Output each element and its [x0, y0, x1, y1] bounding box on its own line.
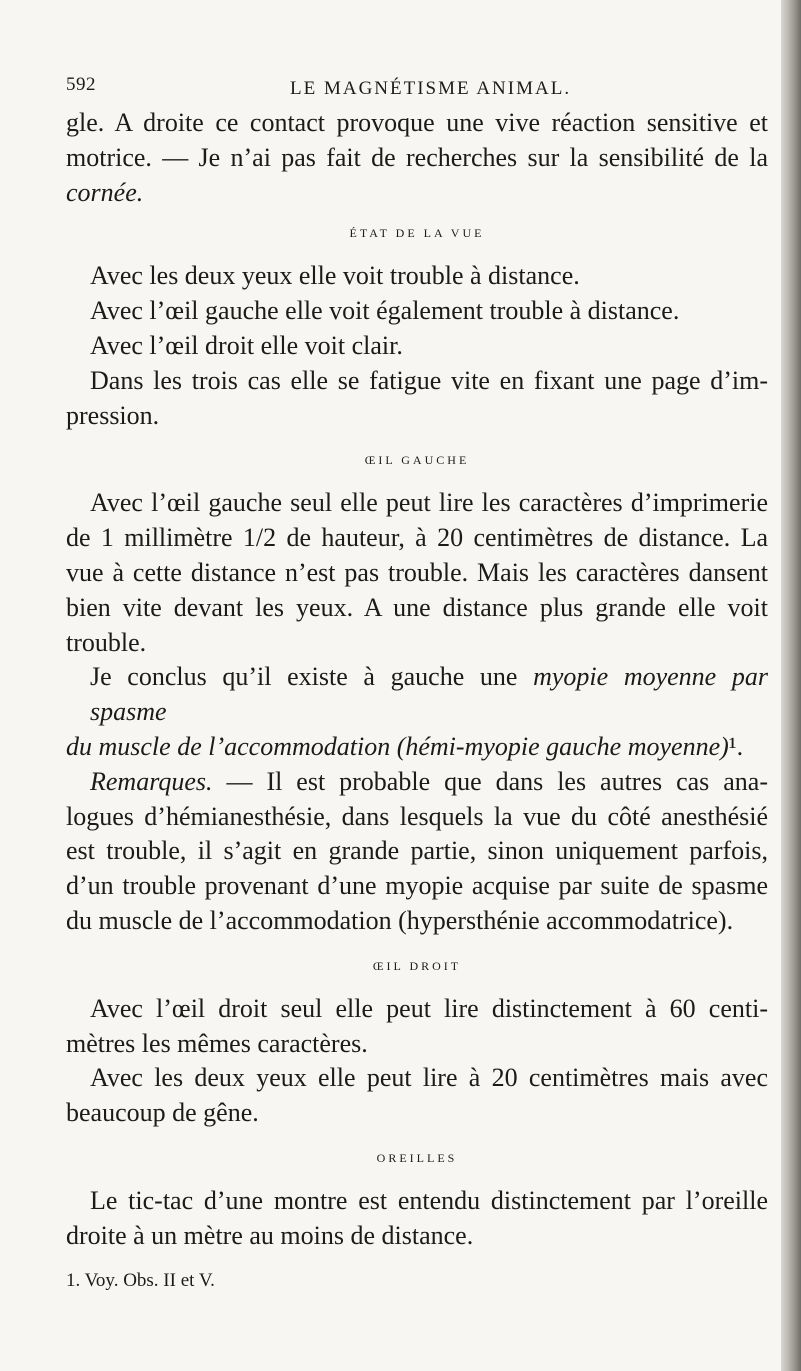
section-heading-oreilles: OREILLES [376, 1150, 458, 1165]
page-edge-shadow [781, 0, 801, 1371]
text-column [66, 70, 768, 1294]
text-line: est trouble, il s’agit en grande partie, sinon uniquement parfois, [66, 836, 768, 866]
italic-segment: du muscle de l’accommodation (hémi-myopie gauche moyenne) [66, 731, 729, 761]
text-line: trouble. [66, 627, 147, 657]
italic-segment: Remarques. [90, 766, 213, 796]
text-line: du muscle de l’accommodation (hypersthénie accommodatrice). [66, 905, 734, 935]
section-heading-oeil-droit: ŒIL DROIT [372, 958, 462, 973]
footnote-marker: ¹. [728, 731, 744, 761]
text-line: Avec les deux yeux elle voit trouble à distance. [90, 261, 580, 291]
text-line: bien vite devant les yeux. A une distance plus grande elle voit [66, 592, 768, 622]
section-heading-oeil-gauche: ŒIL GAUCHE [364, 453, 470, 468]
section-oreilles [66, 1184, 768, 1254]
section-oeil-droit [66, 992, 768, 1131]
running-title: LE MAGNÉTISME ANIMAL. [290, 78, 572, 99]
text-line: vue à cette distance n’est pas trouble. Mais les caractères dansent [66, 557, 768, 587]
text-line: beaucoup de gêne. [66, 1098, 259, 1128]
text-line [66, 660, 768, 730]
running-head [66, 70, 768, 106]
text-line: Avec les deux yeux elle peut lire à 20 centimètres mais avec [90, 1063, 768, 1093]
text-line: Avec l’œil droit elle voit clair. [90, 330, 403, 360]
text-segment: Je conclus qu’il existe à gauche une [90, 662, 534, 692]
text-line: Le tic-tac d’une montre est entendu distinctement par l’oreille [90, 1185, 768, 1215]
text-line: de 1 millimètre 1/2 de hauteur, à 20 centimètres de distance. La [66, 523, 768, 553]
text-line: motrice. — Je n’ai pas fait de recherches sur la sensibilité de la [66, 142, 768, 172]
text-line: logues d’hémianesthésie, dans lesquels la vue du côté anesthésié [66, 801, 768, 831]
text-line: d’un trouble provenant d’une myopie acquise par suite de spasme [66, 871, 768, 901]
text-line: mètres les mêmes caractères. [66, 1028, 368, 1058]
text-segment: — Il est probable que dans les autres cas ana- [212, 766, 768, 796]
text-line: pression. [66, 400, 160, 430]
intro-paragraph [66, 106, 768, 210]
text-line: Dans les trois cas elle se fatigue vite en fixant une page d’im- [90, 365, 768, 395]
italic-segment: myopie moyenne par spasme [90, 662, 768, 727]
text-line: droite à un mètre au moins de distance. [66, 1220, 474, 1250]
footnote [66, 1268, 768, 1294]
text-line: cornée. [66, 177, 144, 207]
text-line: Avec l’œil droit seul elle peut lire distinctement à 60 centi- [90, 993, 768, 1023]
section-oeil-gauche [66, 486, 768, 938]
text-line: Avec l’œil gauche seul elle peut lire les caractères d’imprimerie [90, 488, 768, 518]
text-line: gle. A droite ce contact provoque une vive réaction sensitive et [66, 108, 768, 137]
section-etat-de-la-vue [66, 259, 768, 433]
text-line [66, 730, 768, 765]
text-line: Avec l’œil gauche elle voit également trouble à distance. [90, 296, 680, 326]
text-line [66, 765, 768, 800]
footnote-text: 1. Voy. Obs. II et V. [66, 1269, 215, 1291]
section-heading-etat-de-la-vue: ÉTAT DE LA VUE [349, 226, 485, 241]
page-number: 592 [66, 74, 96, 95]
